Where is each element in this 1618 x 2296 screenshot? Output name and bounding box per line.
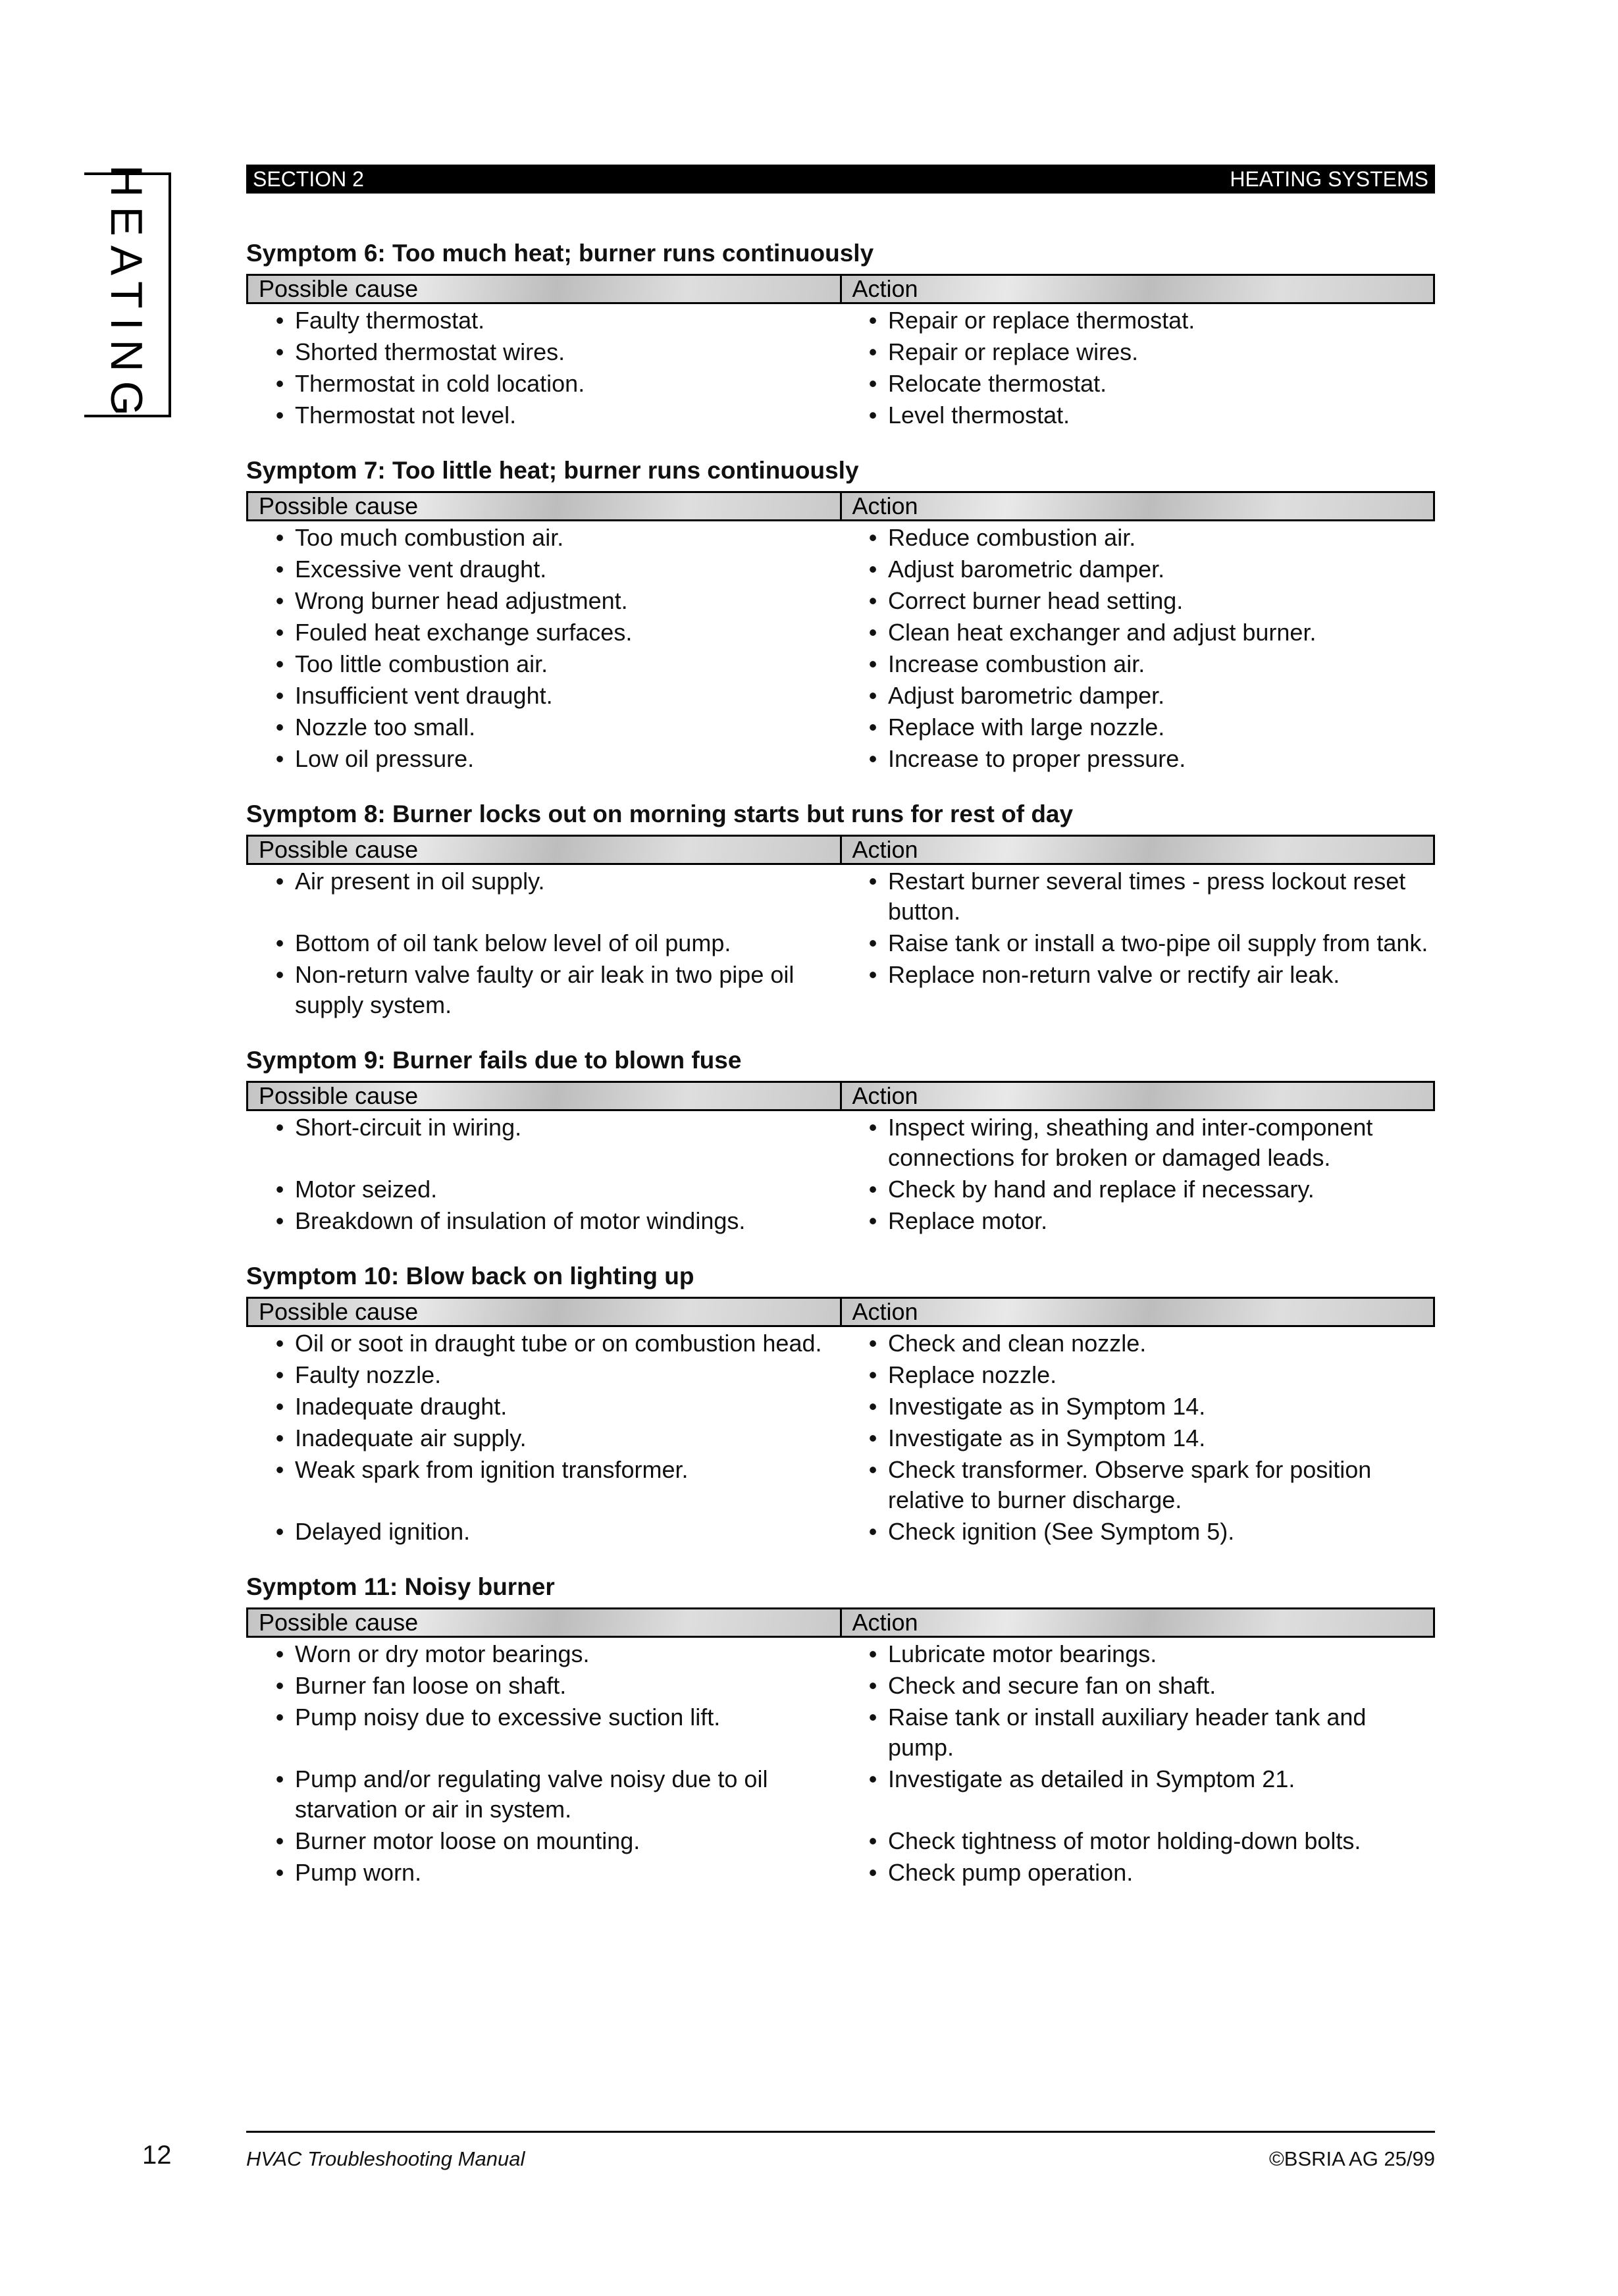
action-text: Raise tank or install a two-pipe oil supply from tank. [888, 929, 1428, 956]
cause-text: Shorted thermostat wires. [295, 338, 565, 365]
symptom-title: Symptom 11: Noisy burner [246, 1573, 555, 1600]
action-header: Action [840, 1083, 1434, 1109]
bullet-icon: • [868, 556, 877, 583]
cause-cell [246, 369, 851, 399]
cause-cell [246, 617, 851, 648]
action-text: Replace motor. [888, 1207, 1048, 1234]
action-cell [851, 1639, 1435, 1669]
action-cell [851, 369, 1435, 399]
cause-text: Worn or dry motor bearings. [295, 1640, 590, 1667]
page-number: 12 [142, 2141, 172, 2170]
bullet-icon: • [275, 650, 284, 677]
symptom-title: Symptom 9: Burner fails due to blown fuse [246, 1047, 742, 1074]
bullet-icon: • [275, 524, 284, 551]
bullet-icon: • [868, 682, 877, 709]
table-row [246, 1174, 1435, 1205]
action-cell [851, 1517, 1435, 1547]
bullet-icon: • [275, 1361, 284, 1388]
side-tab-label: HEATING [101, 165, 151, 425]
cause-text: Thermostat not level. [295, 402, 517, 429]
action-text: Repair or replace wires. [888, 338, 1139, 365]
action-header: Action [840, 1299, 1434, 1325]
action-cell [851, 1671, 1435, 1701]
cause-text: Breakdown of insulation of motor windings. [295, 1207, 746, 1234]
table-header [246, 835, 1435, 865]
bullet-icon: • [275, 587, 284, 614]
symptom-title: Symptom 10: Blow back on lighting up [246, 1263, 694, 1290]
action-cell [851, 617, 1435, 648]
cause-text: Fouled heat exchange surfaces. [295, 619, 633, 646]
bullet-icon: • [868, 745, 877, 772]
symptom-section [246, 1572, 1435, 1888]
cause-cell [246, 305, 851, 336]
table-row [246, 617, 1435, 648]
bullet-icon: • [275, 1330, 284, 1357]
table-row [246, 1423, 1435, 1453]
cause-text: Inadequate air supply. [295, 1424, 527, 1451]
cause-text: Short-circuit in wiring. [295, 1114, 522, 1141]
table-row [246, 928, 1435, 958]
action-text: Check ignition (See Symptom 5). [888, 1518, 1235, 1545]
action-cell [851, 1858, 1435, 1888]
action-text: Clean heat exchanger and adjust burner. [888, 619, 1317, 646]
action-cell [851, 1392, 1435, 1422]
bullet-icon: • [275, 402, 284, 429]
cause-cell [246, 586, 851, 616]
cause-text: Delayed ignition. [295, 1518, 471, 1545]
possible-cause-header: Possible cause [248, 276, 840, 302]
action-text: Check by hand and replace if necessary. [888, 1176, 1315, 1203]
action-cell [851, 1702, 1435, 1763]
action-text: Check and secure fan on shaft. [888, 1672, 1216, 1699]
cause-text: Non-return valve faulty or air leak in two pipe oil supply system. [295, 961, 795, 1018]
table-row [246, 1112, 1435, 1173]
bullet-icon: • [868, 1672, 877, 1699]
action-text: Reduce combustion air. [888, 524, 1136, 551]
action-text: Increase to proper pressure. [888, 745, 1186, 772]
table-row [246, 960, 1435, 1020]
cause-cell [246, 1423, 851, 1453]
bullet-icon: • [275, 1424, 284, 1451]
bullet-icon: • [868, 1393, 877, 1420]
bullet-icon: • [868, 524, 877, 551]
cause-cell [246, 960, 851, 1020]
cause-text: Weak spark from ignition transformer. [295, 1456, 689, 1483]
cause-text: Too little combustion air. [295, 650, 548, 677]
cause-text: Inadequate draught. [295, 1393, 508, 1420]
table-row [246, 369, 1435, 399]
action-cell [851, 400, 1435, 430]
cause-text: Thermostat in cold location. [295, 370, 585, 397]
bullet-icon: • [275, 1114, 284, 1141]
bullet-icon: • [275, 1176, 284, 1203]
bullet-icon: • [868, 868, 877, 895]
table-row [246, 712, 1435, 743]
cause-text: Oil or soot in draught tube or on combustion head. [295, 1330, 822, 1357]
action-cell [851, 1174, 1435, 1205]
table-header [246, 1607, 1435, 1638]
bullet-icon: • [868, 307, 877, 334]
section-title: HEATING SYSTEMS [1230, 167, 1428, 191]
action-cell [851, 928, 1435, 958]
cause-text: Burner fan loose on shaft. [295, 1672, 567, 1699]
action-text: Raise tank or install auxiliary header tank and pump. [888, 1704, 1367, 1761]
cause-cell [246, 1360, 851, 1390]
action-header: Action [840, 493, 1434, 519]
bullet-icon: • [868, 1827, 877, 1854]
action-text: Check pump operation. [888, 1859, 1134, 1886]
bullet-icon: • [275, 745, 284, 772]
cause-cell [246, 649, 851, 679]
symptom-section [246, 1045, 1435, 1236]
cause-text: Pump and/or regulating valve noisy due to oil starvation or air in system. [295, 1765, 768, 1823]
action-cell [851, 1764, 1435, 1825]
action-cell [851, 523, 1435, 553]
table-header [246, 274, 1435, 304]
cause-cell [246, 1174, 851, 1205]
action-text: Inspect wiring, sheathing and inter-component connections for broken or damaged leads. [888, 1114, 1373, 1171]
action-cell [851, 1455, 1435, 1515]
action-cell [851, 1206, 1435, 1236]
cause-text: Wrong burner head adjustment. [295, 587, 628, 614]
symptom-section [246, 799, 1435, 1020]
cause-text: Excessive vent draught. [295, 556, 547, 583]
table-row [246, 554, 1435, 585]
table-header [246, 1081, 1435, 1111]
bullet-icon: • [868, 650, 877, 677]
table-row [246, 681, 1435, 711]
cause-text: Faulty thermostat. [295, 307, 485, 334]
table-row [246, 1764, 1435, 1825]
bullet-icon: • [868, 1765, 877, 1792]
cause-cell [246, 1328, 851, 1359]
bullet-icon: • [275, 1456, 284, 1483]
symptom-section [246, 456, 1435, 774]
action-cell [851, 305, 1435, 336]
bullet-icon: • [275, 868, 284, 895]
table-row [246, 586, 1435, 616]
table-row [246, 744, 1435, 774]
action-cell [851, 712, 1435, 743]
action-text: Investigate as detailed in Symptom 21. [888, 1765, 1295, 1792]
action-cell [851, 960, 1435, 1020]
cause-text: Low oil pressure. [295, 745, 475, 772]
table-row [246, 1360, 1435, 1390]
cause-cell [246, 1517, 851, 1547]
bullet-icon: • [275, 307, 284, 334]
action-cell [851, 1826, 1435, 1856]
action-text: Investigate as in Symptom 14. [888, 1393, 1206, 1420]
action-header: Action [840, 276, 1434, 302]
section-header-bar [246, 165, 1435, 194]
action-text: Lubricate motor bearings. [888, 1640, 1157, 1667]
action-text: Check tightness of motor holding-down bolts. [888, 1827, 1361, 1854]
action-text: Level thermostat. [888, 402, 1070, 429]
action-cell [851, 1360, 1435, 1390]
cause-cell [246, 554, 851, 585]
table-header [246, 491, 1435, 521]
table-row [246, 1206, 1435, 1236]
action-text: Replace with large nozzle. [888, 714, 1165, 741]
bullet-icon: • [868, 714, 877, 741]
footer-rule [246, 2131, 1435, 2133]
table-row [246, 866, 1435, 927]
cause-cell [246, 1826, 851, 1856]
cause-text: Bottom of oil tank below level of oil pump. [295, 929, 731, 956]
symptom-section [246, 1261, 1435, 1547]
side-tab [84, 165, 171, 425]
cause-cell [246, 337, 851, 367]
action-text: Increase combustion air. [888, 650, 1145, 677]
cause-text: Air present in oil supply. [295, 868, 545, 895]
manual-title: HVAC Troubleshooting Manual [246, 2147, 525, 2170]
action-cell [851, 1328, 1435, 1359]
action-text: Check and clean nozzle. [888, 1330, 1147, 1357]
table-row [246, 1455, 1435, 1515]
bullet-icon: • [275, 1859, 284, 1886]
bullet-icon: • [275, 1827, 284, 1854]
table-row [246, 1639, 1435, 1669]
cause-cell [246, 866, 851, 927]
bullet-icon: • [868, 619, 877, 646]
bullet-icon: • [868, 961, 877, 988]
cause-text: Too much combustion air. [295, 524, 564, 551]
action-text: Relocate thermostat. [888, 370, 1107, 397]
action-cell [851, 586, 1435, 616]
table-row [246, 523, 1435, 553]
bullet-icon: • [868, 1859, 877, 1886]
action-text: Adjust barometric damper. [888, 682, 1165, 709]
action-header: Action [840, 1609, 1434, 1636]
cause-cell [246, 1112, 851, 1173]
table-header [246, 1297, 1435, 1327]
action-header: Action [840, 837, 1434, 863]
bullet-icon: • [275, 682, 284, 709]
action-cell [851, 1423, 1435, 1453]
symptom-title: Symptom 6: Too much heat; burner runs continuously [246, 240, 874, 267]
possible-cause-header: Possible cause [248, 1609, 840, 1636]
cause-text: Pump worn. [295, 1859, 422, 1886]
bullet-icon: • [275, 1672, 284, 1699]
action-text: Replace nozzle. [888, 1361, 1057, 1388]
cause-cell [246, 1455, 851, 1515]
bullet-icon: • [275, 338, 284, 365]
bullet-icon: • [275, 619, 284, 646]
action-cell [851, 554, 1435, 585]
action-cell [851, 866, 1435, 927]
cause-cell [246, 1206, 851, 1236]
bullet-icon: • [868, 1518, 877, 1545]
cause-cell [246, 1858, 851, 1888]
cause-text: Insufficient vent draught. [295, 682, 553, 709]
action-text: Investigate as in Symptom 14. [888, 1424, 1206, 1451]
cause-cell [246, 523, 851, 553]
bullet-icon: • [275, 1393, 284, 1420]
bullet-icon: • [868, 402, 877, 429]
cause-cell [246, 928, 851, 958]
cause-cell [246, 681, 851, 711]
action-text: Check transformer. Observe spark for position relative to burner discharge. [888, 1456, 1372, 1513]
cause-cell [246, 1671, 851, 1701]
bullet-icon: • [275, 370, 284, 397]
cause-text: Pump noisy due to excessive suction lift. [295, 1704, 721, 1731]
bullet-icon: • [868, 1207, 877, 1234]
bullet-icon: • [868, 338, 877, 365]
bullet-icon: • [275, 1518, 284, 1545]
table-row [246, 1671, 1435, 1701]
action-text: Restart burner several times - press lockout reset button. [888, 868, 1406, 925]
cause-cell [246, 712, 851, 743]
bullet-icon: • [275, 929, 284, 956]
action-text: Adjust barometric damper. [888, 556, 1165, 583]
bullet-icon: • [868, 587, 877, 614]
table-row [246, 1826, 1435, 1856]
bullet-icon: • [868, 1456, 877, 1483]
cause-cell [246, 1764, 851, 1825]
cause-text: Burner motor loose on mounting. [295, 1827, 640, 1854]
symptom-section [246, 238, 1435, 430]
bullet-icon: • [275, 556, 284, 583]
bullet-icon: • [275, 1207, 284, 1234]
possible-cause-header: Possible cause [248, 1299, 840, 1325]
cause-cell [246, 400, 851, 430]
table-row [246, 305, 1435, 336]
bullet-icon: • [868, 1114, 877, 1141]
action-cell [851, 681, 1435, 711]
action-text: Repair or replace thermostat. [888, 307, 1195, 334]
bullet-icon: • [868, 1330, 877, 1357]
action-cell [851, 337, 1435, 367]
possible-cause-header: Possible cause [248, 493, 840, 519]
bullet-icon: • [868, 1361, 877, 1388]
troubleshooting-content [246, 238, 1435, 1913]
table-row [246, 649, 1435, 679]
bullet-icon: • [275, 1640, 284, 1667]
bullet-icon: • [275, 1704, 284, 1731]
cause-cell [246, 1392, 851, 1422]
symptom-title: Symptom 8: Burner locks out on morning starts but runs for rest of day [246, 800, 1074, 827]
bullet-icon: • [868, 1640, 877, 1667]
possible-cause-header: Possible cause [248, 1083, 840, 1109]
section-label: SECTION 2 [253, 167, 364, 191]
bullet-icon: • [275, 961, 284, 988]
bullet-icon: • [275, 1765, 284, 1792]
action-text: Correct burner head setting. [888, 587, 1184, 614]
cause-text: Nozzle too small. [295, 714, 476, 741]
action-cell [851, 649, 1435, 679]
cause-text: Motor seized. [295, 1176, 438, 1203]
cause-cell [246, 1702, 851, 1763]
cause-cell [246, 744, 851, 774]
cause-text: Faulty nozzle. [295, 1361, 442, 1388]
symptom-title: Symptom 7: Too little heat; burner runs continuously [246, 457, 859, 484]
bullet-icon: • [868, 1176, 877, 1203]
table-row [246, 1702, 1435, 1763]
action-cell [851, 1112, 1435, 1173]
bullet-icon: • [868, 370, 877, 397]
cause-cell [246, 1639, 851, 1669]
table-row [246, 1328, 1435, 1359]
possible-cause-header: Possible cause [248, 837, 840, 863]
table-row [246, 1858, 1435, 1888]
table-row [246, 1517, 1435, 1547]
table-row [246, 400, 1435, 430]
bullet-icon: • [868, 929, 877, 956]
bullet-icon: • [868, 1424, 877, 1451]
action-text: Replace non-return valve or rectify air leak. [888, 961, 1340, 988]
action-cell [851, 744, 1435, 774]
bullet-icon: • [868, 1704, 877, 1731]
bullet-icon: • [275, 714, 284, 741]
table-row [246, 337, 1435, 367]
table-row [246, 1392, 1435, 1422]
copyright: ©BSRIA AG 25/99 [1268, 2147, 1435, 2170]
